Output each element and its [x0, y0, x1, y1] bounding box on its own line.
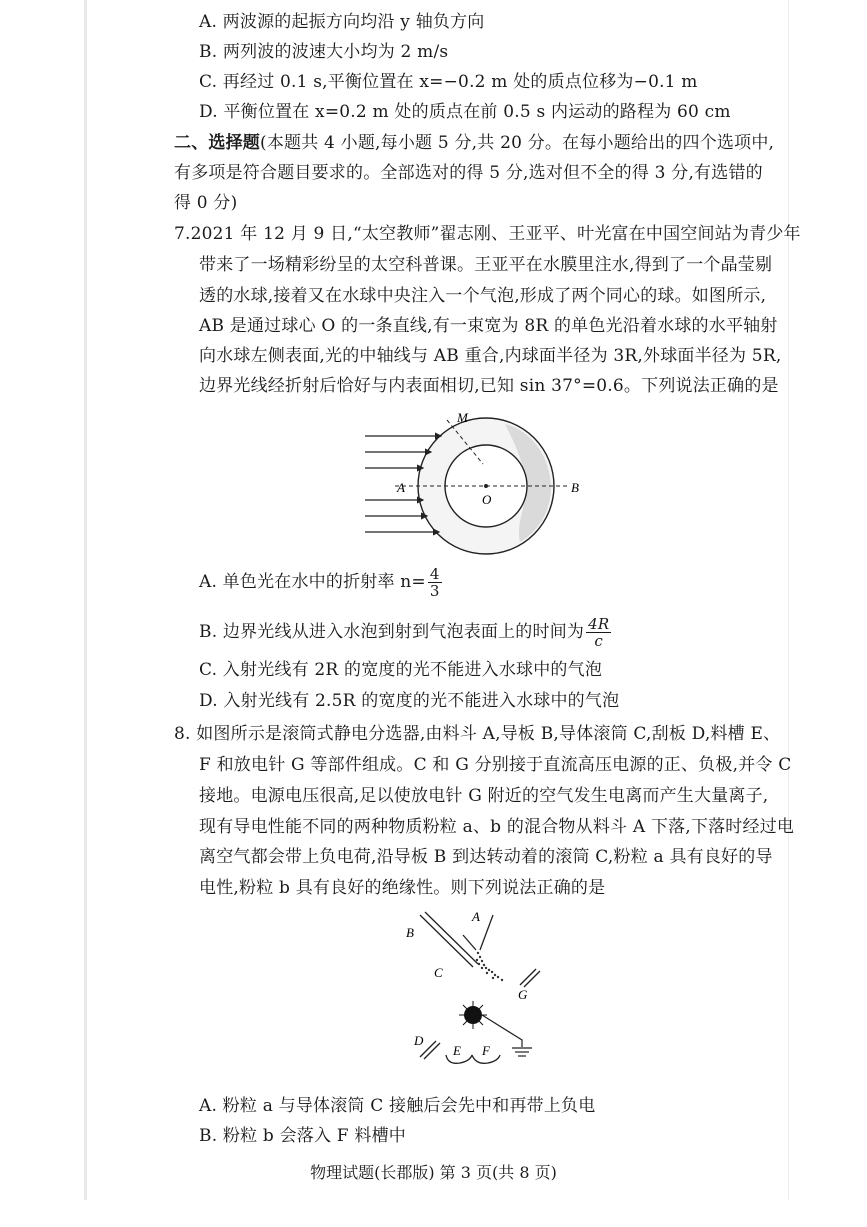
q7-line-6: 边界光线经折射后恰好与内表面相切,已知 sin 37°=0.6。下列说法正确的是 — [199, 376, 779, 396]
q7-option-b: B. 边界光线从进入水泡到射到气泡表面上的时间为 $\frac{4R}{c}$ — [199, 615, 610, 650]
q8-line-2: F 和放电针 G 等部件组成。C 和 G 分别接于直流高压电源的正、负极,并令 C — [199, 755, 792, 775]
q8-line-1: 8. 如图所示是滚筒式静电分选器,由料斗 A,导板 B,导体滚筒 C,刮板 D,料槽 E、 — [174, 724, 781, 744]
guide-plate-b — [420, 912, 478, 967]
q7-option-c: C. 入射光线有 2R 的宽度的光不能进入水球中的气泡 — [199, 660, 603, 680]
prev-option-a: A. 两波源的起振方向均沿 y 轴负方向 — [199, 12, 485, 32]
section-title: 二、选择题 — [174, 133, 260, 153]
q8-line-5: 离空气都会带上负电荷,沿导板 B 到达转动着的滚筒 C,粉粒 a 具有良好的导 — [199, 847, 773, 867]
section-instructions: (本题共 4 小题,每小题 5 分,共 20 分。在每小题给出的四个选项中, — [260, 133, 775, 153]
q8-option-a: A. 粉粒 a 与导体滚筒 C 接触后会先中和再带上负电 — [199, 1096, 596, 1116]
label-e8: E — [453, 1043, 461, 1058]
q8-line-6: 电性,粉粒 b 具有良好的绝缘性。则下列说法正确的是 — [199, 878, 606, 898]
q8-figure — [398, 905, 568, 1085]
page-edge-left — [84, 0, 87, 1200]
label-g8: G — [518, 987, 528, 1002]
page-footer: 物理试题(长郡版) 第 3 页(共 8 页) — [310, 1163, 557, 1182]
label-o: O — [482, 492, 492, 507]
q7-option-d: D. 入射光线有 2.5R 的宽度的光不能进入水球中的气泡 — [199, 691, 620, 711]
prev-option-b: B. 两列波的波速大小均为 2 m/s — [199, 42, 449, 62]
q8-line-3: 接地。电源电压很高,足以使放电针 G 附近的空气发生电离而产生大量离子, — [199, 786, 769, 806]
q7-line-4: AB 是通过球心 O 的一条直线,有一束宽为 8R 的单色光沿着水球的水平轴射 — [199, 316, 778, 336]
fraction-4-3: $\frac{4}{3}$ — [429, 565, 440, 600]
discharge-needle-g — [520, 969, 540, 987]
section-heading — [174, 131, 774, 155]
label-a: A — [397, 480, 405, 495]
label-c8: C — [434, 965, 443, 980]
q7-figure — [355, 400, 605, 560]
q7-option-a: A. 单色光在水中的折射率 n= $\frac{4}{3}$ — [199, 565, 440, 600]
q7-line-2: 带来了一场精彩纷呈的太空科普课。王亚平在水膜里注水,得到了一个晶莹剔 — [199, 255, 773, 275]
label-b: B — [571, 480, 579, 495]
ground-symbol — [512, 1048, 532, 1056]
particles — [476, 952, 503, 981]
label-a8: A — [472, 909, 480, 924]
q7-line-1: 7.2021 年 12 月 9 日,“太空教师”翟志刚、王亚平、叶光富在中国空间站为青少年 — [174, 224, 801, 244]
center-point — [484, 484, 488, 488]
label-d8: D — [414, 1033, 424, 1048]
label-f8: F — [482, 1043, 490, 1058]
q7-line-3: 透的水球,接着又在水球中央注入一个气泡,形成了两个同心的球。如图所示, — [199, 286, 767, 306]
q8-option-b: B. 粉粒 b 会落入 F 料槽中 — [199, 1126, 406, 1146]
fraction-4r-c: $\frac{4R}{c}$ — [588, 615, 610, 650]
section-instructions-3: 得 0 分) — [174, 193, 238, 213]
label-b8: B — [406, 925, 414, 940]
q7-line-5: 向水球左侧表面,光的中轴线与 AB 重合,内球面半径为 3R,外球面半径为 5R, — [199, 346, 782, 366]
label-m: M — [457, 410, 468, 425]
section-instructions-2: 有多项是符合题目要求的。全部选对的得 5 分,选对但不全的得 3 分,有选错的 — [174, 163, 763, 183]
q8-line-4: 现有导电性能不同的两种物质粉粒 a、b 的混合物从料斗 A 下落,下落时经过电 — [199, 817, 795, 837]
prev-option-c: C. 再经过 0.1 s,平衡位置在 x=−0.2 m 处的质点位移为−0.1 m — [199, 72, 698, 92]
prev-option-d: D. 平衡位置在 x=0.2 m 处的质点在前 0.5 s 内运动的路程为 60 cm — [199, 102, 731, 122]
